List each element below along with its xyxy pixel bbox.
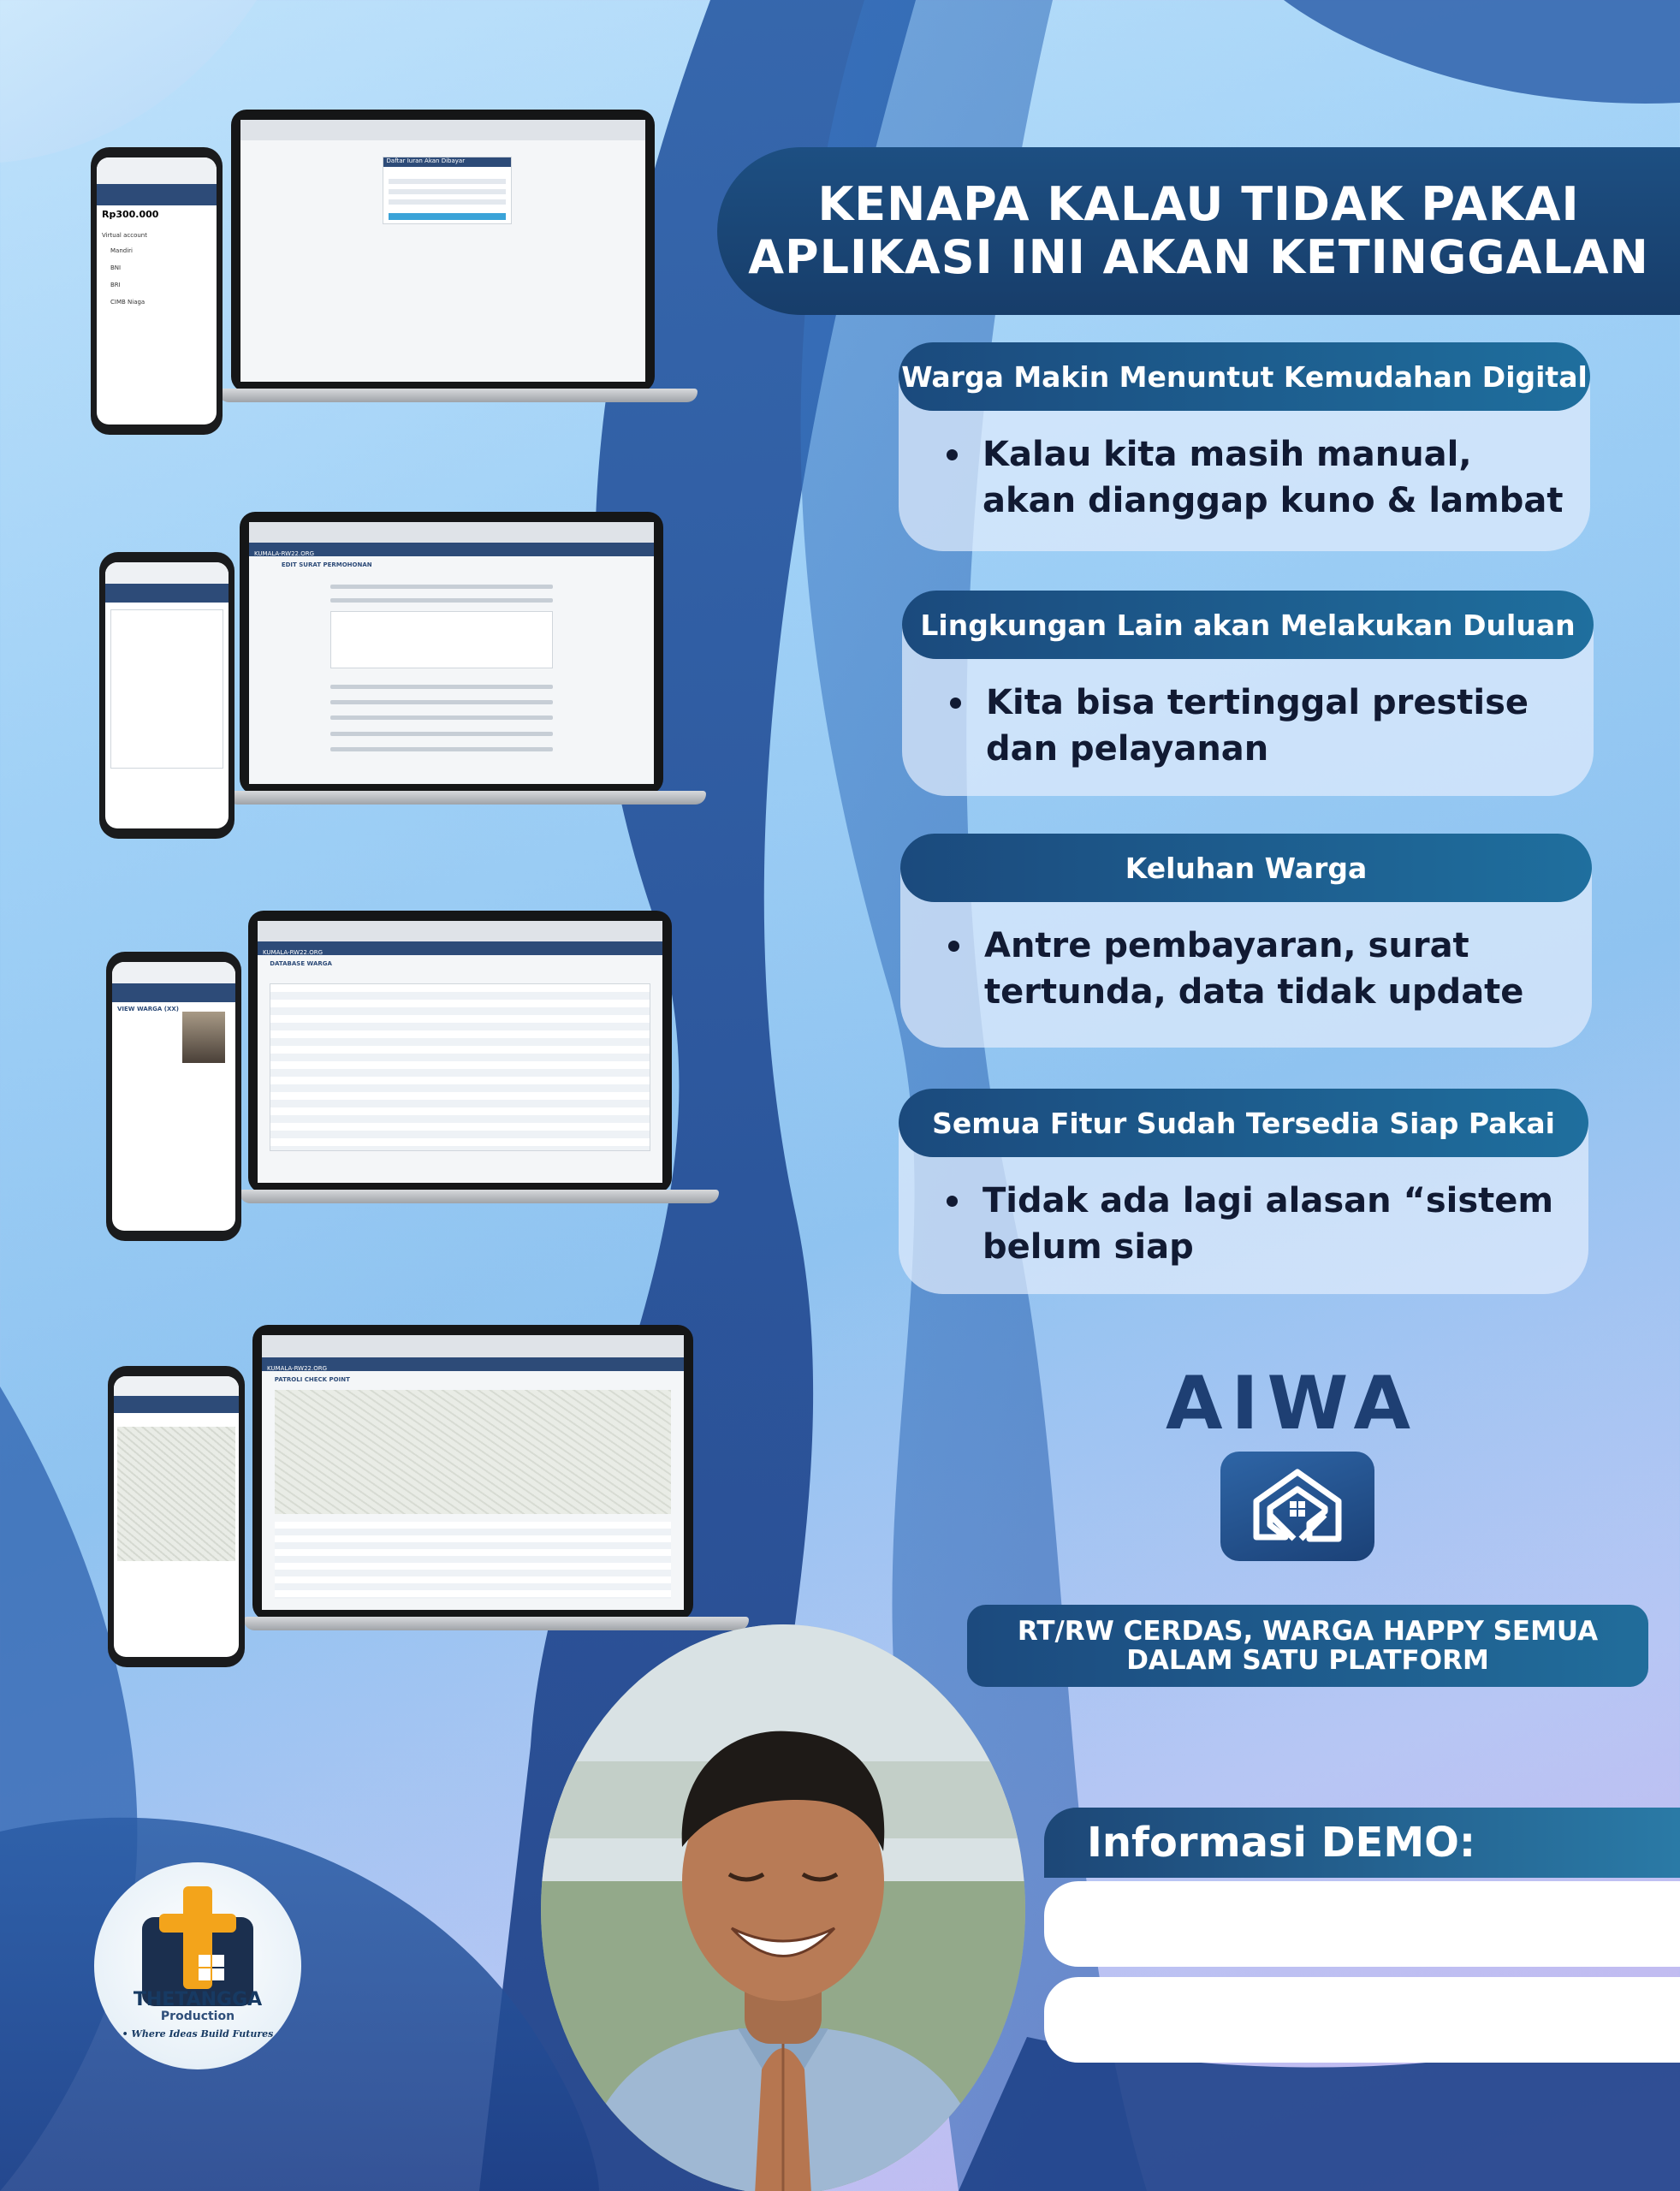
card-title: Lingkungan Lain akan Melakukan Duluan — [902, 591, 1594, 659]
payment-dialog-title: Daftar Iuran Akan Dibayar — [383, 157, 511, 167]
phone-va-section: Virtual account — [102, 232, 147, 240]
benefit-card-2 — [902, 591, 1594, 796]
card-title: Semua Fitur Sudah Tersedia Siap Pakai — [899, 1089, 1588, 1157]
benefit-card-4 — [899, 1089, 1588, 1294]
bank-option: BRI — [110, 282, 121, 289]
laptop-mockup-database — [244, 911, 723, 1206]
database-heading: DATABASE WARGA — [270, 959, 332, 967]
brand-name: AIWA — [1165, 1361, 1420, 1446]
headline-line-1: KENAPA KALAU TIDAK PAKAI — [817, 177, 1580, 231]
phone-amount: Rp300.000 — [102, 209, 159, 221]
bank-option: CIMB Niaga — [110, 299, 145, 306]
bank-option: Mandiri — [110, 247, 133, 255]
benefit-card-3 — [900, 834, 1592, 1048]
headline-banner — [717, 147, 1680, 315]
bank-option: BNI — [110, 264, 122, 272]
laptop-mockup-letter — [235, 512, 715, 807]
phone-mockup-letter — [99, 552, 234, 839]
site-name: KUMALA-RW22.ORG — [254, 550, 315, 558]
laptop-mockup-payment — [218, 110, 698, 405]
tagline-banner — [967, 1605, 1648, 1687]
card-title: Keluhan Warga — [900, 834, 1592, 902]
house-logo-icon — [1220, 1452, 1374, 1561]
patrol-heading: PATROLI CHECK POINT — [274, 1376, 350, 1384]
card-bullet: Kita bisa tertinggal prestise dan pelayanan — [986, 680, 1559, 772]
card-bullet: Tidak ada lagi alasan “sistem belum siap — [982, 1178, 1554, 1270]
laptop-mockup-patrol-map — [252, 1325, 749, 1633]
tagline-line-1: RT/RW CERDAS, WARGA HAPPY SEMUA — [1017, 1616, 1599, 1647]
card-bullet: Antre pembayaran, surat tertunda, data tidak update — [984, 923, 1558, 1015]
logo-slogan: • Where Ideas Build Futures — [122, 2028, 274, 2040]
smiling-man-photo — [541, 1624, 1025, 2191]
phone-mockup-payment — [91, 147, 223, 435]
demo-info-title: Informasi DEMO: — [1044, 1808, 1680, 1878]
demo-info-field-2 — [1044, 1977, 1680, 2063]
logo-wordmark: THETANGGA — [133, 1989, 263, 2010]
headline-line-2: APLIKASI INI AKAN KETINGGALAN — [748, 230, 1649, 284]
letter-heading: EDIT SURAT PERMOHONAN — [281, 561, 372, 568]
site-name: KUMALA-RW22.ORG — [263, 949, 324, 957]
benefit-card-1 — [899, 342, 1590, 551]
phone-mockup-database — [106, 952, 241, 1241]
card-bullet: Kalau kita masih manual, akan dianggap kuno & lambat — [982, 431, 1556, 524]
card-title: Warga Makin Menuntut Kemudahan Digital — [899, 342, 1590, 411]
logo-sub: Production — [160, 2010, 235, 2023]
thetangga-logo — [94, 1862, 301, 2069]
tagline-line-2: DALAM SATU PLATFORM — [1126, 1645, 1489, 1676]
site-name: KUMALA-RW22.ORG — [267, 1364, 328, 1372]
phone-database-heading: VIEW WARGA (XX) — [117, 1006, 179, 1013]
phone-mockup-patrol-map — [108, 1366, 245, 1667]
demo-info-field-1 — [1044, 1881, 1680, 1967]
